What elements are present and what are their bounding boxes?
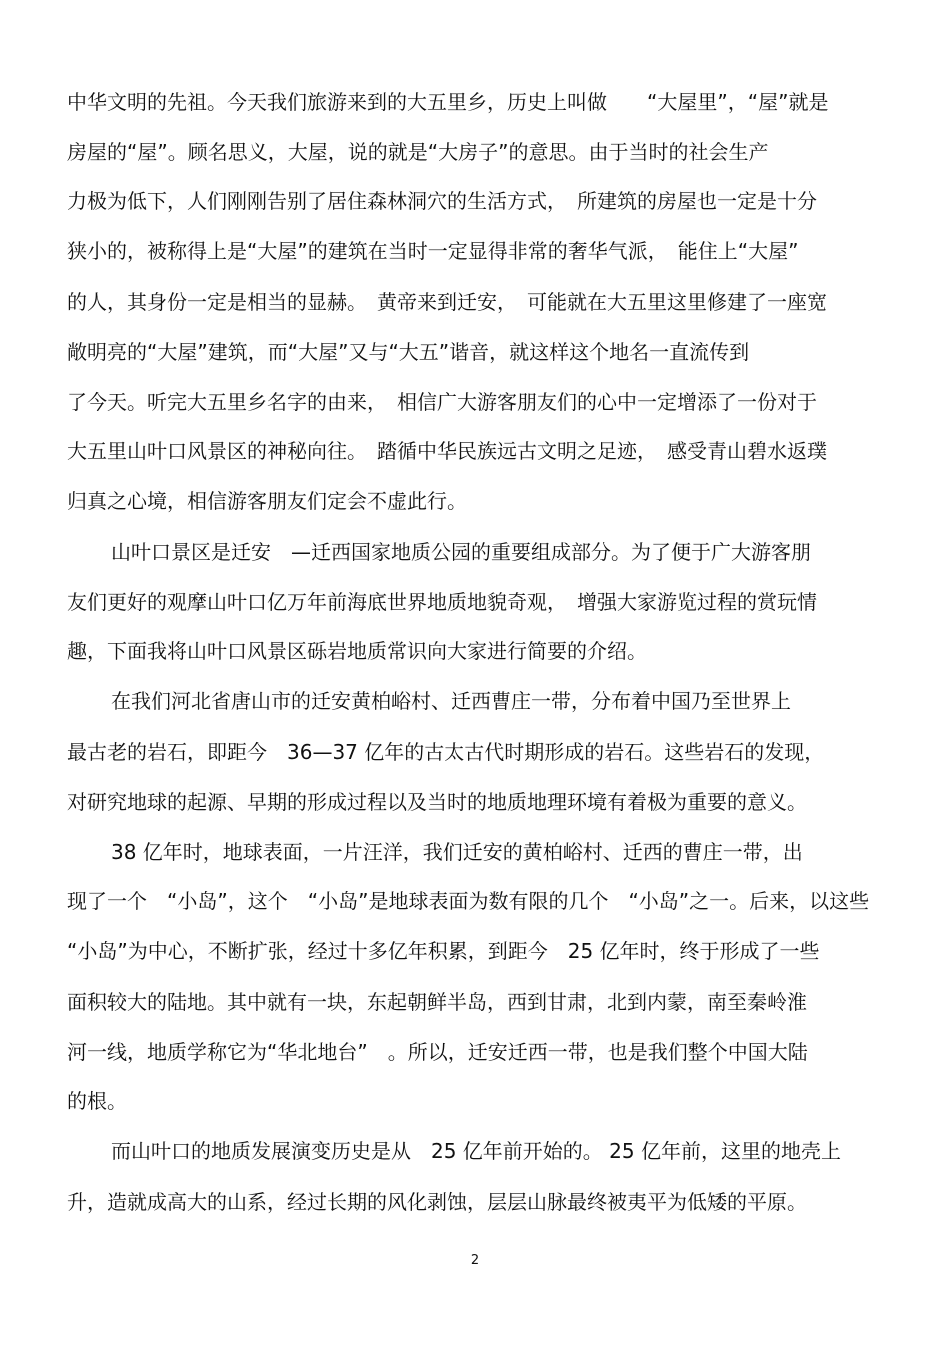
text-line: 对研究地球的起源、早期的形成过程以及当时的地质地理环境有着极为重要的意义。 xyxy=(67,790,807,814)
text-line: 友们更好的观摩山叶口亿万年前海底世界地质地貌奇观， 增强大家游览过程的赏玩情 xyxy=(67,590,817,614)
text-line: 升，造就成高大的山系，经过长期的风化剥蚀，层层山脉最终被夷平为低矮的平原。 xyxy=(67,1190,807,1214)
text-line: 房屋的“屋”。顾名思义，大屋，说的就是“大房子”的意思。由于当时的社会生产 xyxy=(67,140,769,164)
paragraph-first-line: 而山叶口的地质发展演变历史是从 25 亿年前开始的。 25 亿年前，这里的地壳上 xyxy=(111,1139,841,1163)
text-line: 敞明亮的“大屋”建筑，而“大屋”又与“大五”谐音，就这样这个地名一直流传到 xyxy=(67,340,750,364)
text-line: 河一线，地质学称它为“华北地台” 。所以，迁安迁西一带，也是我们整个中国大陆 xyxy=(67,1040,808,1064)
paragraph-first-line: 38 亿年时，地球表面，一片汪洋，我们迁安的黄柏峪村、迁西的曹庄一带，出 xyxy=(111,840,803,864)
text-line: 了今天。听完大五里乡名字的由来， 相信广大游客朋友们的心中一定增添了一份对于 xyxy=(67,390,817,414)
text-line: 中华文明的先祖。今天我们旅游来到的大五里乡，历史上叫做 “大屋里”，“屋”就是 xyxy=(67,90,829,114)
text-line: 现了一个 “小岛”，这个 “小岛”是地球表面为数有限的几个 “小岛”之一。后来，以这些 xyxy=(67,889,870,913)
text-line: 的根。 xyxy=(67,1089,127,1113)
text-line: 趣，下面我将山叶口风景区砾岩地质常识向大家进行简要的介绍。 xyxy=(67,639,647,663)
page-number: 2 xyxy=(470,1253,480,1268)
text-line: “小岛”为中心，不断扩张，经过十多亿年积累，到距今 25 亿年时，终于形成了一些 xyxy=(67,939,820,963)
text-line: 面积较大的陆地。其中就有一块，东起朝鲜半岛，西到甘肃，北到内蒙，南至秦岭淮 xyxy=(67,990,807,1014)
paragraph-first-line: 在我们河北省唐山市的迁安黄柏峪村、迁西曹庄一带，分布着中国乃至世界上 xyxy=(111,689,791,713)
paragraph-first-line: 山叶口景区是迁安 —迁西国家地质公园的重要组成部分。为了便于广大游客朋 xyxy=(111,540,811,564)
text-line: 最古老的岩石，即距今 36—37 亿年的古太古代时期形成的岩石。这些岩石的发现， xyxy=(67,740,825,764)
text-line: 归真之心境，相信游客朋友们定会不虚此行。 xyxy=(67,489,467,513)
text-line: 狭小的，被称得上是“大屋”的建筑在当时一定显得非常的奢华气派， 能住上“大屋” xyxy=(67,239,799,263)
text-line: 大五里山叶口风景区的神秘向往。 踏循中华民族远古文明之足迹， 感受青山碧水返璞 xyxy=(67,439,827,463)
text-line: 力极为低下，人们刚刚告别了居住森林洞穴的生活方式， 所建筑的房屋也一定是十分 xyxy=(67,189,817,213)
text-line: 的人，其身份一定是相当的显赫。 黄帝来到迁安， 可能就在大五里这里修建了一座宽 xyxy=(67,290,827,314)
